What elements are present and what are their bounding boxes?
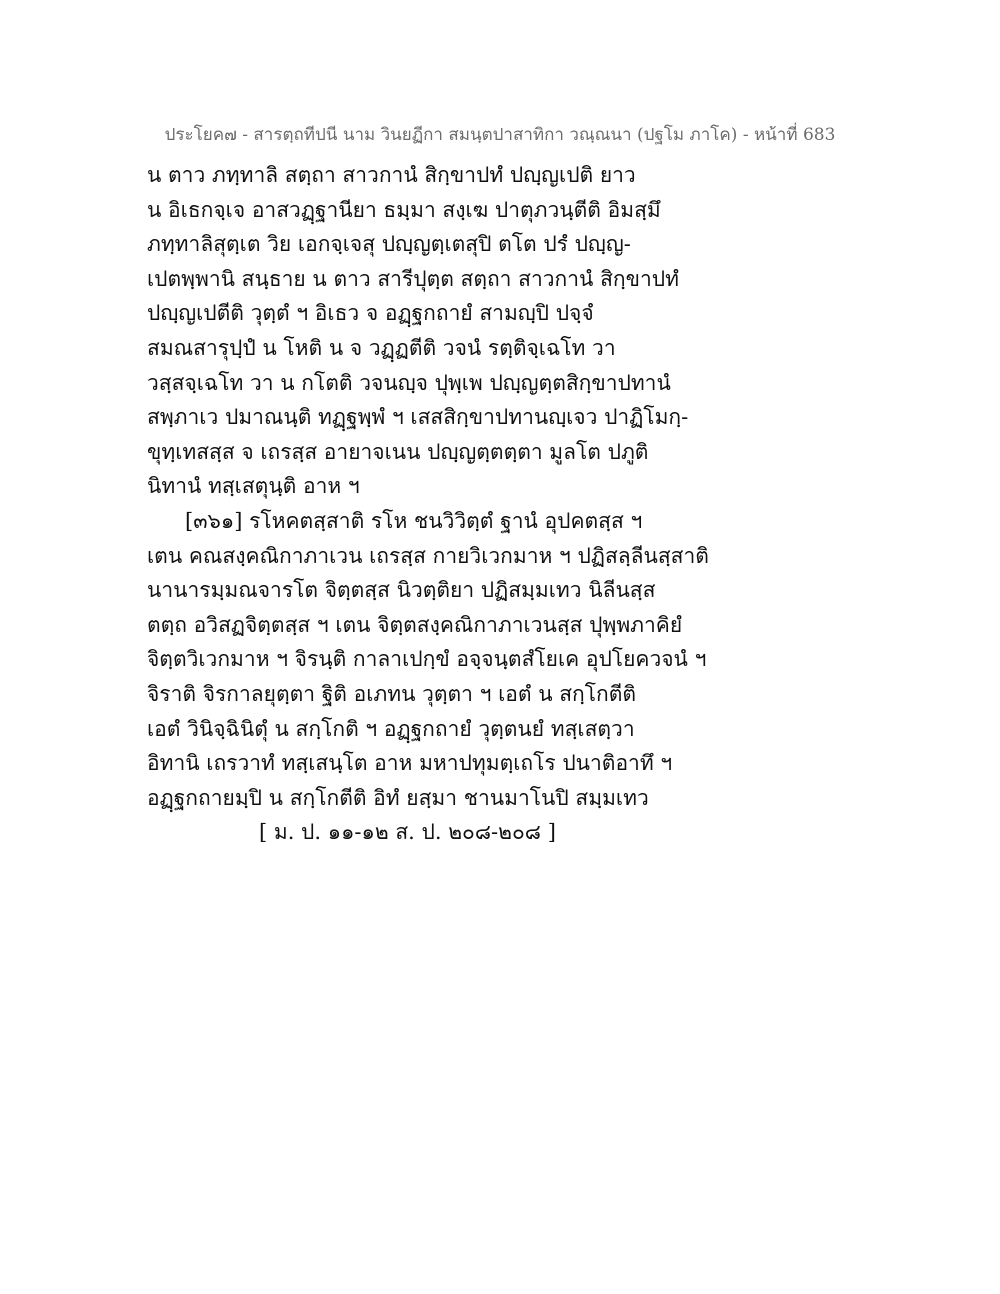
page-header: ประโยค๗ - สารตฺถทีปนี นาม วินยฏีกา สมนฺตปาสาทิกา วณฺณนา (ปฐโม ภาโค) - หน้าที่ 683	[164, 125, 836, 145]
text-line: นิทานํ ทสฺเสตุนฺติ อาห ฯ	[147, 474, 360, 499]
text-line: น ตาว ภทฺทาลิ สตฺถา สาวกานํ สิกฺขาปทํ ปญฺญเปติ ยาว	[147, 163, 636, 187]
text-line: ปญฺญเปตีติ วุตฺตํ ฯ อิเธว จ อฏฺฐกถายํ สามญฺปิ ปจฺจํ	[147, 301, 594, 326]
text-line: สมณสารุปฺปํ น โหติ น จ วฏฺฏตีติ วจนํ รตฺติจฺเฉโท วา	[147, 335, 616, 360]
text-line: อฏฺฐกถายมฺปิ น สกฺโกตีติ อิทํ ยสฺมา ชานมาโนปิ สมฺมเทว	[147, 785, 649, 810]
text-line: นานารมฺมณจารโต จิตฺตสฺส นิวตฺติยา ปฏิสมฺมเทว นิลีนสฺส	[147, 578, 656, 603]
paragraph-start-line: [๓๖๑] รโหคตสฺสาติ รโห ชนวิวิตฺตํ ฐานํ อุปคตสฺส ฯ	[185, 508, 643, 533]
text-line: ขุทฺเทสสฺส จ เถรสฺส อายาจเนน ปญฺญตฺตตฺตา มูลโต ปภูติ	[147, 439, 649, 464]
text-line: จิตฺตวิเวกมาห ฯ จิรนฺติ กาลาเปกฺขํ อจฺจนฺตสํโยเค อุปโยควจนํ ฯ	[147, 647, 707, 672]
text-line: ภทฺทาลิสุตฺเต วิย เอกจฺเจสุ ปญฺญตฺเตสุปิ ตโต ปรํ ปญฺญ-	[147, 232, 631, 257]
text-line: ตตฺถ อวิสฏจิตฺตสฺส ฯ เตน จิตฺตสงฺคณิกาภาเวนสฺส ปุพฺพภาคิยํ	[147, 612, 683, 637]
text-line: น อิเธกจฺเจ อาสวฏฺฐานียา ธมฺมา สงฺเฆ ปาตุภวนฺตีติ อิมสฺมึ	[147, 197, 661, 222]
text-line: วสฺสจฺเฉโท วา น กโตติ วจนญฺจ ปุพฺเพ ปญฺญตฺตสิกฺขาปทานํ	[147, 370, 671, 395]
text-line: สพฺภาเว ปมาณนฺติ ทฏฺฐพฺพํ ฯ เสสสิกฺขาปทานญฺเจว ปาฏิโมกฺ-	[147, 405, 689, 430]
body-text	[147, 158, 867, 850]
text-line: จิราติ จิรกาลยุตฺตา ฐิติ อเภทน วุตฺตา ฯ เอตํ น สกฺโกตีติ	[147, 681, 637, 706]
text-line: เตน คณสงฺคณิกาภาเวน เถรสฺส กายวิเวกมาห ฯ ปฏิสลฺลีนสฺสาติ	[147, 543, 709, 568]
reference-citation: [ ม. ป. ๑๑-๑๒ ส. ป. ๒๐๘-๒๐๘ ]	[259, 820, 556, 845]
text-line: เปตพฺพานิ สนฺธาย น ตาว สารีปุตฺต สตฺถา สาวกานํ สิกฺขาปทํ	[147, 266, 679, 291]
text-line: เอตํ วินิจฺฉินิตุํ น สกฺโกติ ฯ อฏฺฐกถายํ วุตฺตนยํ ทสฺเสตฺวา	[147, 716, 635, 741]
text-line: อิทานิ เถรวาทํ ทสฺเสนฺโต อาห มหาปทุมตฺเถโร ปนาติอาทึ ฯ	[147, 751, 673, 776]
